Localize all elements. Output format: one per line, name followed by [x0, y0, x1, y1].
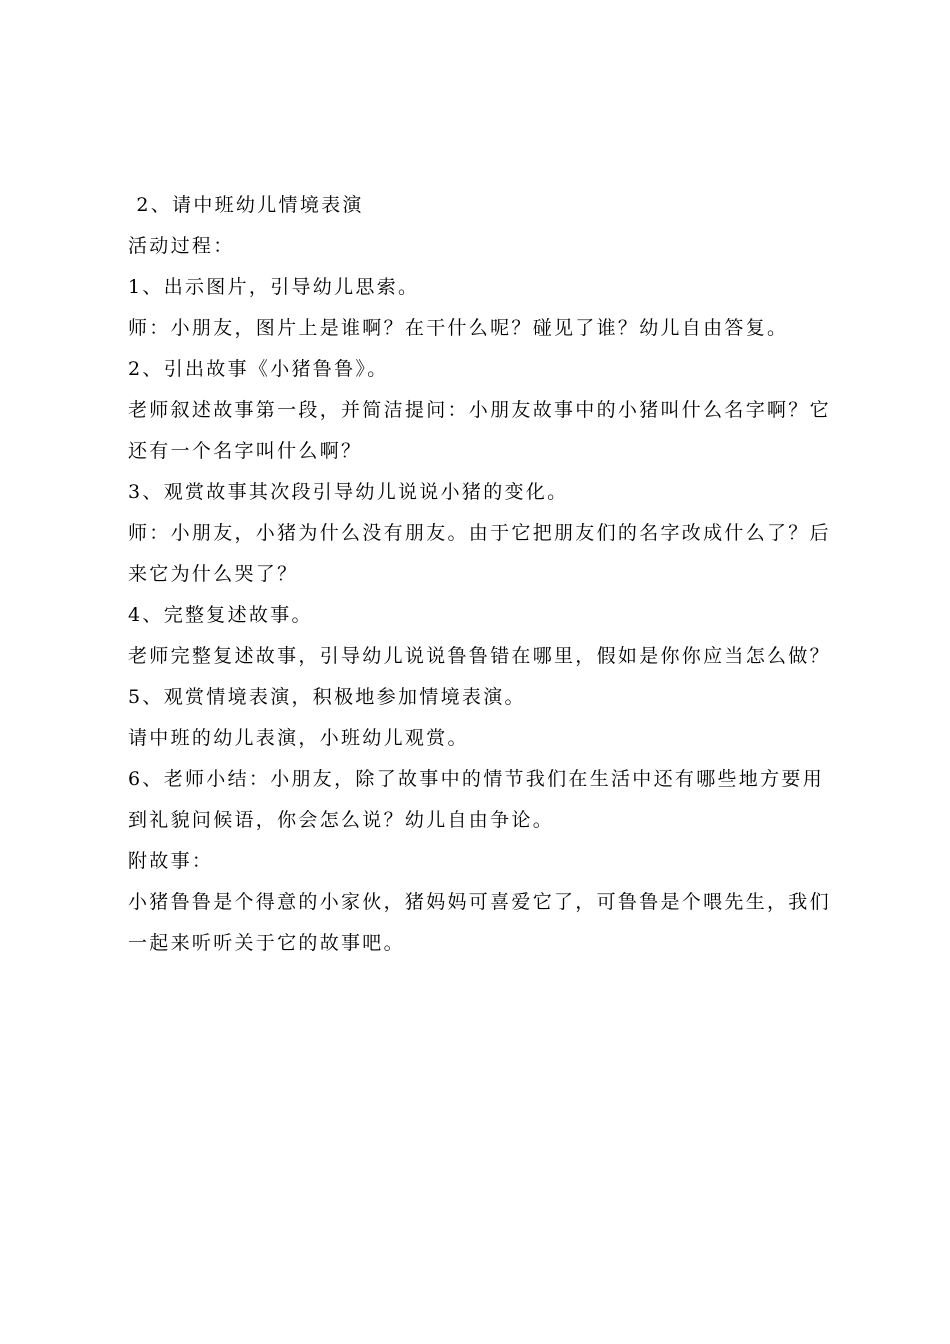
- paragraph-9: 4、完整复述故事。: [128, 604, 313, 626]
- paragraph-6: 老师叙述故事第一段，并简洁提问：小朋友故事中的小猪叫什么名字啊？它还有一个名字叫什么啊？: [128, 399, 831, 462]
- paragraph-2: 活动过程：: [128, 235, 235, 257]
- document-body: [128, 185, 833, 964]
- paragraph-3: 1、出示图片，引导幼儿思索。: [128, 276, 420, 298]
- paragraph-11: 5、观赏情境表演，积极地参加情境表演。: [128, 686, 526, 708]
- paragraph-12: 请中班的幼儿表演，小班幼儿观赏。: [128, 727, 469, 749]
- paragraph-4: 师：小朋友，图片上是谁啊？在干什么呢？碰见了谁？幼儿自由答复。: [128, 317, 789, 339]
- paragraph-15: 小猪鲁鲁是个得意的小家伙，猪妈妈可喜爱它了，可鲁鲁是个喂先生，我们一起来听听关于它的故事吧。: [128, 891, 831, 954]
- paragraph-10: 老师完整复述故事，引导幼儿说说鲁鲁错在哪里，假如是你你应当怎么做？: [128, 645, 831, 667]
- paragraph-7: 3、观赏故事其次段引导幼儿说说小猪的变化。: [128, 481, 569, 503]
- paragraph-1: 2、请中班幼儿情境表演: [128, 194, 364, 216]
- paragraph-13: 6、老师小结：小朋友，除了故事中的情节我们在生活中还有哪些地方要用到礼貌问候语，你会怎么说？幼儿自由争论。: [128, 768, 824, 831]
- paragraph-14: 附故事：: [128, 850, 214, 872]
- paragraph-5: 2、引出故事《小猪鲁鲁》。: [128, 358, 389, 380]
- paragraph-8: 师：小朋友，小猪为什么没有朋友。由于它把朋友们的名字改成什么了？后来它为什么哭了？: [128, 522, 831, 585]
